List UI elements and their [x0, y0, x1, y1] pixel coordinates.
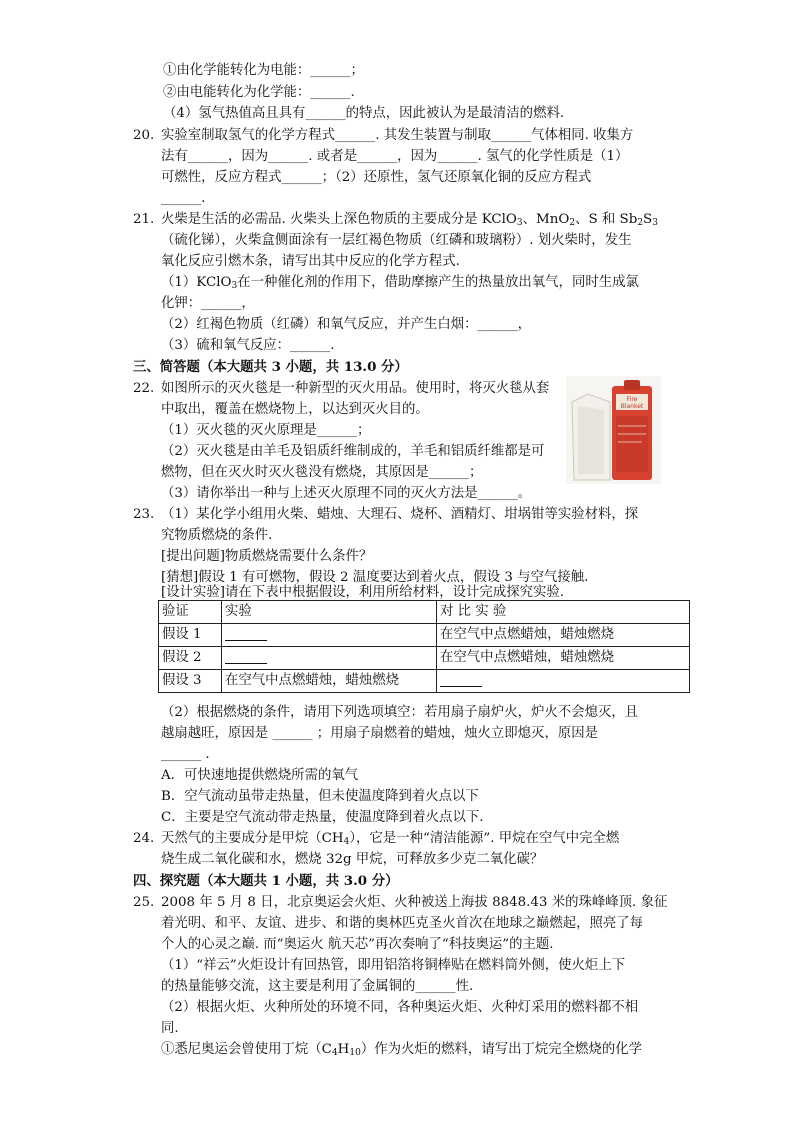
q25-line-4: （1）“祥云”火炬设计有回热管，即用铝箔将铜棒贴在燃料筒外侧，使火炬上下: [161, 958, 626, 973]
table-cell: 在空气中点燃蜡烛，蜡烛燃烧: [222, 670, 437, 693]
q24-line-2: 烧生成二氧化碳和水，燃烧 32g 甲烷，可释放多少克二氧化碳？: [161, 852, 544, 867]
answer-blank[interactable]: [440, 672, 482, 687]
q22-line-3: （1）灭火毯的灭火原理是______；: [161, 423, 371, 438]
experiment-table: [158, 600, 690, 693]
q21-number: 21.: [133, 212, 155, 227]
table-row: [159, 647, 690, 670]
q22-line-1: 如图所示的灭火毯是一种新型的灭火用品。使用时，将灭火毯从套: [161, 381, 550, 396]
q20-line-1: 实验室制取氢气的化学方程式______. 其发生装置与制取______气体相同. 收集方: [161, 128, 634, 143]
fire-blanket-image: [566, 376, 661, 484]
q20-number: 20.: [133, 128, 155, 143]
table-header-cell: 验证: [159, 601, 222, 624]
q23-line-1: （1）某化学小组用火柴、蜡烛、大理石、烧杯、酒精灯、坩埚钳等实验材料，探: [161, 507, 639, 522]
table-cell-blank[interactable]: [437, 670, 690, 693]
q25-line-7: 同.: [161, 1021, 179, 1036]
q23-line-8: ______ .: [161, 747, 210, 762]
table-cell: 假设 1: [159, 624, 222, 647]
table-cell: 假设 2: [159, 647, 222, 670]
q24-number: 24.: [133, 831, 155, 846]
q21-line-1: 火柴是生活的必需品. 火柴头上深色物质的主要成分是 KClO$_3$、MnO$_2$、S 和 $Sb_2S_3$: [161, 212, 658, 228]
table-cell: 假设 3: [159, 670, 222, 693]
table-cell: 在空气中点燃蜡烛，蜡烛燃烧: [437, 647, 690, 670]
q25-number: 25.: [133, 895, 155, 910]
q23-line-6: （2）根据燃烧的条件，请用下列选项填空：若用扇子扇炉火，炉火不会熄灭，且: [161, 705, 639, 720]
q19-line-1: ①由化学能转化为电能：______；: [163, 63, 364, 78]
q25-line-6: （2）根据火炬、火种所处的环境不同，各种奥运火炬、火种灯采用的燃料都不相: [161, 1000, 639, 1015]
table-cell-blank[interactable]: [222, 624, 437, 647]
table-cell-blank[interactable]: [222, 647, 437, 670]
table-row: [159, 624, 690, 647]
q25-line-5: 的热量能够交流，这主要是利用了金属铜的______性.: [161, 979, 474, 994]
q23-line-4: [猜想]假设 1 有可燃物，假设 2 温度要达到着火点，假设 3 与空气接触.: [161, 570, 589, 585]
fig-label-fire: Fire: [626, 396, 638, 403]
q20-line-3: 可燃性，反应方程式______；（2）还原性，氢气还原氧化铜的反应方程式: [161, 170, 592, 185]
section-4-heading: 四、探究题（本大题共 1 小题，共 3.0 分）: [133, 873, 399, 889]
q21-line-2: （硫化锑），火柴盒侧面涂有一层红褐色物质（红磷和玻璃粉）. 划火柴时，发生: [161, 233, 632, 248]
q20-line-4: ______.: [161, 191, 206, 206]
table-row: [159, 670, 690, 693]
q21-line-4: （1）KClO$_3$在一种催化剂的作用下，借助摩擦产生的热量放出氧气，同时生成氯: [161, 275, 639, 291]
q22-line-4: （2）灭火毯是由羊毛及铝质纤维制成的，羊毛和铝质纤维都是可: [161, 444, 545, 459]
q23-line-2: 究物质燃烧的条件.: [161, 528, 273, 543]
table-header-row: [159, 601, 690, 624]
q23-line-5: [设计实验]请在下表中根据假设，利用所给材料，设计完成探究实验.: [161, 585, 565, 600]
q22-line-6: （3）请你举出一种与上述灭火原理不同的灭火方法是______。: [161, 486, 532, 501]
q19-line-3: （4）氢气热值高且具有______的特点，因此被认为是最清洁的燃料.: [163, 106, 565, 121]
table-header-cell: 实验: [222, 601, 437, 624]
q25-line-1: 2008 年 5 月 8 日，北京奥运会火炬、火种被送上海拔 8848.43 米的珠峰峰顶. 象征: [161, 895, 668, 910]
q20-line-2: 法有______，因为______. 或者是______，因为______. 氢气的化学性质是（1）: [161, 149, 629, 164]
q25-line-8: ①悉尼奥运会曾使用丁烷$(C_4H_{10})$作为火炬的燃料，请写出丁烷完全燃烧的化学: [161, 1042, 643, 1058]
q23-line-3: [提出问题]物质燃烧需要什么条件？: [161, 549, 373, 564]
q21-line-7: （3）硫和氧气反应：______.: [161, 338, 335, 353]
q23-option-b: B．空气流动虽带走热量，但未使温度降到着火点以下: [161, 789, 479, 804]
q21-line-6: （2）红褐色物质（红磷）和氧气反应，并产生白烟：______，: [161, 317, 532, 332]
section-3-heading: 三、简答题（本大题共 3 小题，共 13.0 分）: [133, 359, 408, 375]
q22-line-5: 燃物，但在灭火时灭火毯没有燃烧，其原因是______；: [161, 465, 483, 480]
q22-line-2: 中取出，覆盖在燃烧物上，以达到灭火目的。: [161, 402, 429, 417]
q23-line-7: 越扇越旺，原因是 ______ ；用扇子扇燃着的蜡烛，烛火立即熄灭，原因是: [161, 726, 599, 741]
q21-line-3: 氧化反应引燃木条，请写出其中反应的化学方程式.: [161, 254, 460, 269]
answer-blank[interactable]: [225, 649, 267, 664]
fig-label-blanket: Blanket: [620, 403, 644, 410]
q19-line-2: ②由电能转化为化学能：______.: [163, 85, 355, 100]
q23-option-c: C．主要是空气流动带走热量，使温度降到着火点以下.: [161, 810, 484, 825]
q25-line-2: 着光明、和平、友谊、进步、和谐的奥林匹克圣火首次在地球之巅燃起，照亮了每: [161, 916, 644, 931]
q21-line-5: 化钾：______，: [161, 296, 255, 311]
q23-option-a: A．可快速地提供燃烧所需的氧气: [161, 768, 359, 783]
q25-line-3: 个人的心灵之巅. 而“奥运火 航天芯”再次奏响了“科技奥运”的主题.: [161, 937, 554, 952]
table-header-cell: 对 比 实 验: [437, 601, 690, 624]
q22-number: 22.: [133, 381, 155, 396]
table-cell: 在空气中点燃蜡烛，蜡烛燃烧: [437, 624, 690, 647]
answer-blank[interactable]: [225, 626, 267, 641]
q23-number: 23.: [133, 507, 155, 522]
q24-line-1: 天然气的主要成分是甲烷$(CH_4)$，它是一种“清洁能源”. 甲烷在空气中完全燃: [161, 831, 620, 847]
